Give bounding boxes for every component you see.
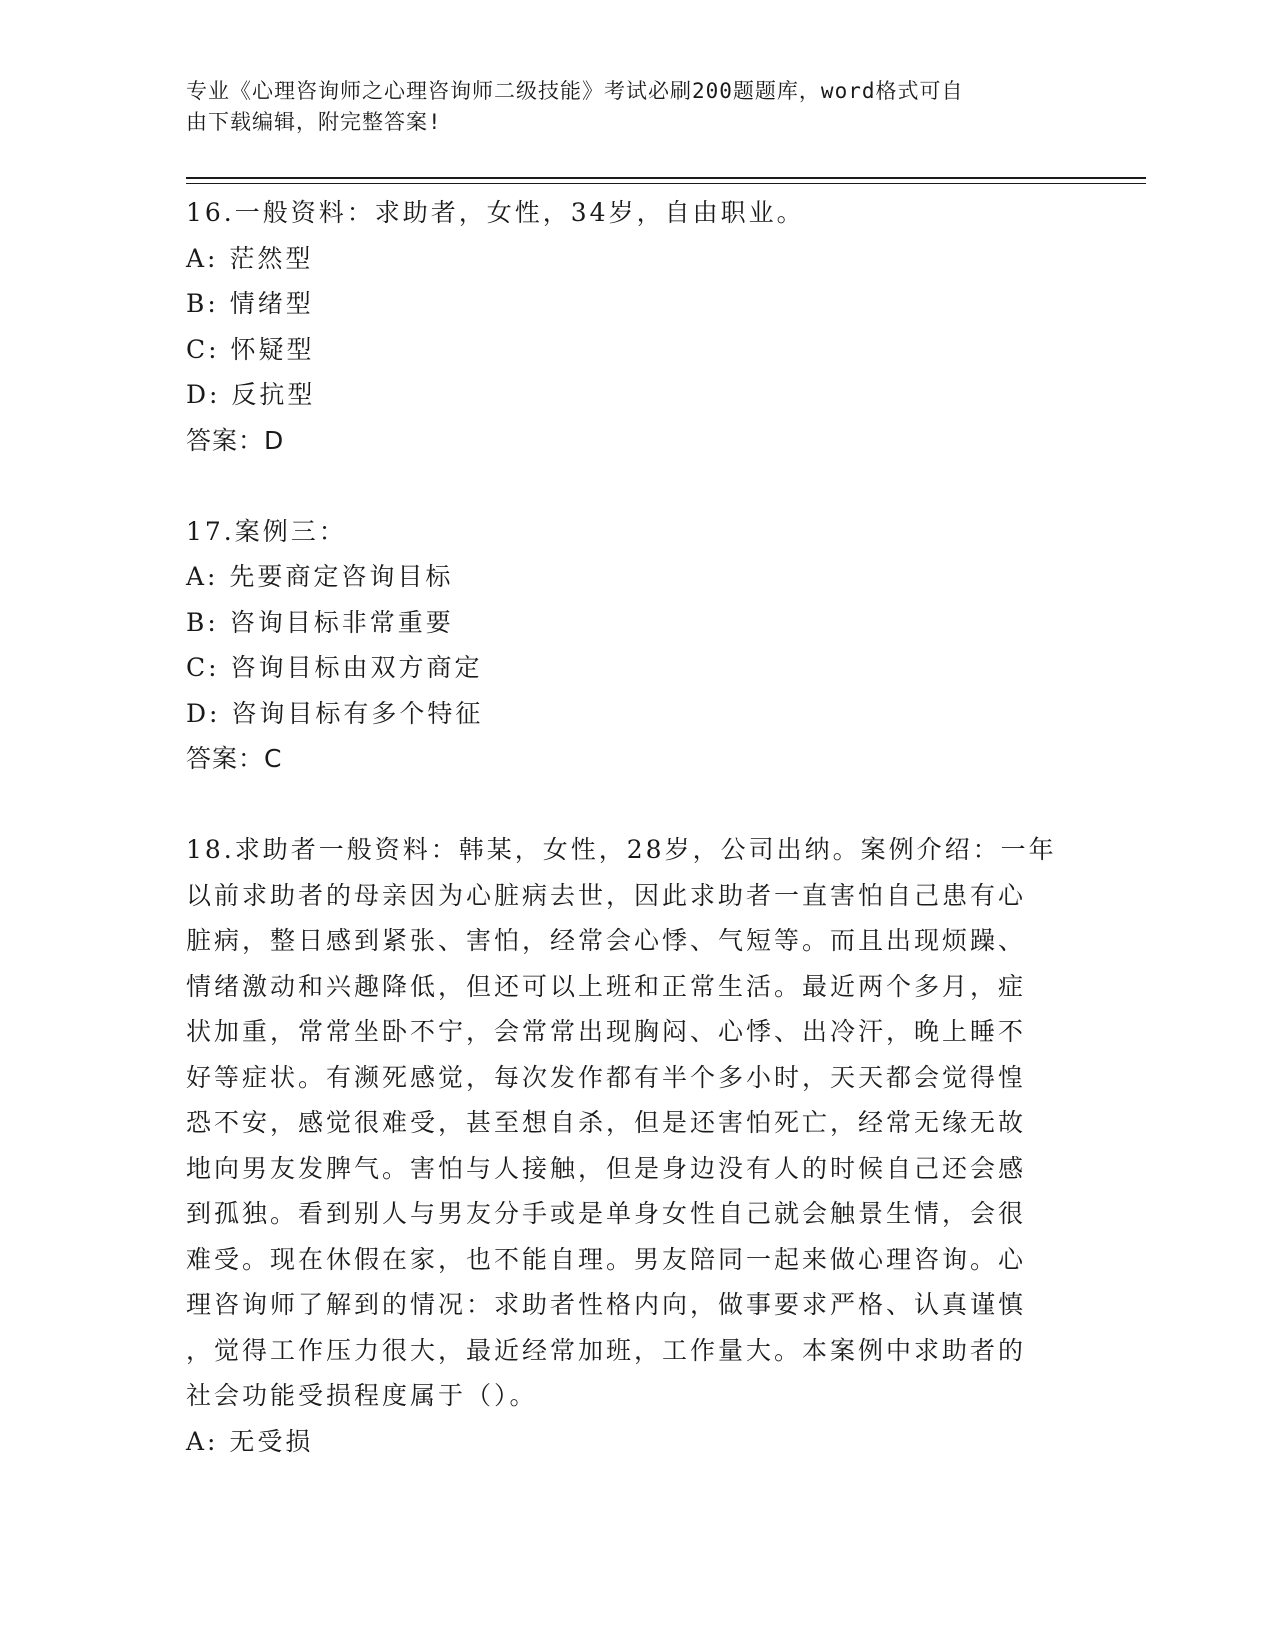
option-a: A: 无受损 bbox=[186, 1426, 314, 1456]
option-b: B: 情绪型 bbox=[186, 289, 314, 318]
header-divider-thin bbox=[186, 183, 1146, 184]
header-line-2: 由下载编辑，附完整答案! bbox=[186, 110, 442, 134]
question-stem-line: 社会功能受损程度属于（）。 bbox=[186, 1381, 538, 1410]
option-d: D: 咨询目标有多个特征 bbox=[186, 698, 484, 728]
option-d: D: 反抗型 bbox=[186, 380, 316, 409]
question-stem-line: 好等症状。有濒死感觉，每次发作都有半个多小时，天天都会觉得惶 bbox=[186, 1062, 1027, 1092]
option-a: A: 茫然型 bbox=[186, 243, 314, 273]
answer-line: 答案：D bbox=[186, 425, 285, 455]
question-stem-line: 恐不安，感觉很难受，甚至想自杀，但是还害怕死亡，经常无缘无故 bbox=[186, 1108, 1027, 1137]
spacer bbox=[186, 782, 1086, 828]
question-stem-line: 情绪激动和兴趣降低，但还可以上班和正常生活。最近两个多月，症 bbox=[186, 971, 1027, 1001]
question-list bbox=[186, 190, 1086, 1464]
question-18 bbox=[186, 827, 1086, 1464]
option-c: C: 咨询目标由双方商定 bbox=[186, 653, 483, 682]
question-stem-line: 18.求助者一般资料：韩某，女性，28岁，公司出纳。案例介绍：一年 bbox=[186, 835, 1057, 864]
header-line-1: 专业《心理咨询师之心理咨询师二级技能》考试必刷200题题库，word格式可自 bbox=[186, 79, 964, 103]
option-c: C: 怀疑型 bbox=[186, 334, 315, 364]
question-stem-line: 状加重，常常坐卧不宁，会常常出现胸闷、心悸、出冷汗，晚上睡不 bbox=[186, 1017, 1027, 1046]
question-16 bbox=[186, 190, 1086, 463]
question-stem-line: 脏病，整日感到紧张、害怕，经常会心悸、气短等。而且出现烦躁、 bbox=[186, 926, 1027, 955]
question-stem-line: ，觉得工作压力很大，最近经常加班，工作量大。本案例中求助者的 bbox=[186, 1335, 1027, 1365]
question-stem-line: 地向男友发脾气。害怕与人接触，但是身边没有人的时候自己还会感 bbox=[186, 1153, 1027, 1183]
option-b: B: 咨询目标非常重要 bbox=[186, 607, 454, 637]
header-divider-thick bbox=[186, 177, 1146, 179]
option-a: A: 先要商定咨询目标 bbox=[186, 562, 454, 591]
question-stem: 16.一般资料：求助者，女性，34岁，自由职业。 bbox=[186, 198, 805, 227]
question-stem-line: 理咨询师了解到的情况：求助者性格内向，做事要求严格、认真谨慎 bbox=[186, 1290, 1027, 1319]
question-stem-line: 难受。现在休假在家，也不能自理。男友陪同一起来做心理咨询。心 bbox=[186, 1244, 1027, 1274]
question-stem: 17.案例三： bbox=[186, 516, 347, 546]
document-header bbox=[186, 76, 1066, 138]
answer-line: 答案：C bbox=[186, 744, 283, 773]
question-stem-line: 以前求助者的母亲因为心脏病去世，因此求助者一直害怕自己患有心 bbox=[186, 880, 1027, 910]
question-stem-line: 到孤独。看到别人与男友分手或是单身女性自己就会触景生情，会很 bbox=[186, 1199, 1027, 1228]
question-17 bbox=[186, 509, 1086, 782]
spacer bbox=[186, 463, 1086, 509]
